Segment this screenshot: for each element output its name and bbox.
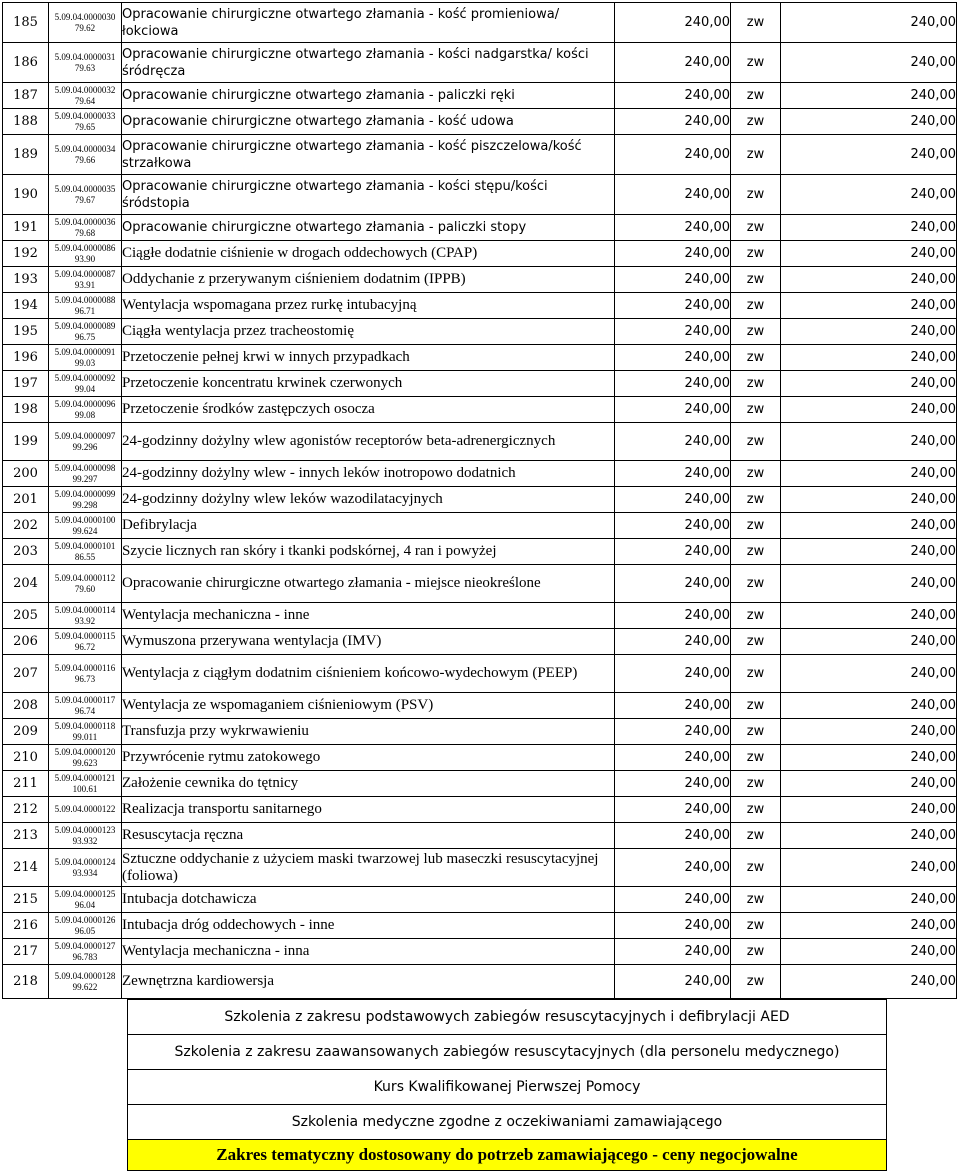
procedure-name: Wentylacja ze wspomaganiem ciśnieniowym (PSV) [122,693,615,719]
row-number: 202 [3,513,49,539]
vat-rate: zw [731,319,781,345]
net-price: 240,00 [615,655,731,693]
gross-price: 240,00 [781,267,957,293]
procedure-code: 5.09.04.0000101 86.55 [49,539,122,565]
procedure-code: 5.09.04.0000089 96.75 [49,319,122,345]
table-row [3,135,957,175]
vat-rate: zw [731,913,781,939]
vat-rate: zw [731,745,781,771]
procedure-code: 5.09.04.0000112 79.60 [49,565,122,603]
net-price: 240,00 [615,487,731,513]
vat-rate: zw [731,461,781,487]
row-number: 197 [3,371,49,397]
procedure-name: Opracowanie chirurgiczne otwartego złamania - paliczki ręki [122,83,615,109]
procedure-name: Opracowanie chirurgiczne otwartego złamania - miejsce nieokreślone [122,565,615,603]
table-row [3,241,957,267]
gross-price: 240,00 [781,797,957,823]
procedure-name: Opracowanie chirurgiczne otwartego złamania - kość udowa [122,109,615,135]
table-row [3,849,957,887]
training-item: Szkolenia medyczne zgodne z oczekiwaniami zamawiającego [128,1105,887,1140]
table-row [3,913,957,939]
row-number: 185 [3,3,49,43]
vat-rate: zw [731,771,781,797]
procedure-name: Opracowanie chirurgiczne otwartego złamania - kość promieniowa/ łokciowa [122,3,615,43]
gross-price: 240,00 [781,965,957,999]
procedure-code: 5.09.04.0000031 79.63 [49,43,122,83]
gross-price: 240,00 [781,461,957,487]
vat-rate: zw [731,849,781,887]
net-price: 240,00 [615,267,731,293]
row-number: 186 [3,43,49,83]
procedure-name: Opracowanie chirurgiczne otwartego złamania - kość piszczelowa/kość strzałkowa [122,135,615,175]
procedure-name: Opracowanie chirurgiczne otwartego złamania - kości stępu/kości śródstopia [122,175,615,215]
price-list-document [2,2,957,1171]
procedure-name: Opracowanie chirurgiczne otwartego złamania - paliczki stopy [122,215,615,241]
procedure-name: Resuscytacja ręczna [122,823,615,849]
procedure-code: 5.09.04.0000122 [49,797,122,823]
table-row [3,823,957,849]
procedure-code: 5.09.04.0000120 99.623 [49,745,122,771]
procedure-name: Transfuzja przy wykrwawieniu [122,719,615,745]
procedure-name: Wentylacja mechaniczna - inna [122,939,615,965]
table-row [3,319,957,345]
net-price: 240,00 [615,319,731,345]
table-row [3,513,957,539]
row-number: 212 [3,797,49,823]
procedure-code: 5.09.04.0000034 79.66 [49,135,122,175]
training-item: Kurs Kwalifikowanej Pierwszej Pomocy [128,1070,887,1105]
procedure-code: 5.09.04.0000125 96.04 [49,887,122,913]
gross-price: 240,00 [781,215,957,241]
net-price: 240,00 [615,513,731,539]
table-row [3,109,957,135]
gross-price: 240,00 [781,43,957,83]
procedure-name: Intubacja dróg oddechowych - inne [122,913,615,939]
gross-price: 240,00 [781,397,957,423]
vat-rate: zw [731,603,781,629]
procedure-code: 5.09.04.0000124 93.934 [49,849,122,887]
row-number: 193 [3,267,49,293]
procedure-name: Przetoczenie koncentratu krwinek czerwonych [122,371,615,397]
vat-rate: zw [731,175,781,215]
row-number: 188 [3,109,49,135]
vat-rate: zw [731,371,781,397]
table-row [3,693,957,719]
procedure-name: Wentylacja wspomagana przez rurkę intubacyjną [122,293,615,319]
procedure-code: 5.09.04.0000114 93.92 [49,603,122,629]
table-row [3,397,957,423]
row-number: 192 [3,241,49,267]
row-number: 209 [3,719,49,745]
procedure-code: 5.09.04.0000117 96.74 [49,693,122,719]
procedure-name: Ciągła wentylacja przez tracheostomię [122,319,615,345]
procedure-name: Realizacja transportu sanitarnego [122,797,615,823]
row-number: 210 [3,745,49,771]
procedure-code: 5.09.04.0000121 100.61 [49,771,122,797]
table-row [3,539,957,565]
table-row [3,371,957,397]
table-row [3,3,957,43]
vat-rate: zw [731,43,781,83]
table-row [3,771,957,797]
table-row [3,887,957,913]
vat-rate: zw [731,539,781,565]
vat-rate: zw [731,887,781,913]
row-number: 203 [3,539,49,565]
table-row [3,43,957,83]
procedure-name: Wentylacja z ciągłym dodatnim ciśnieniem końcowo-wydechowym (PEEP) [122,655,615,693]
gross-price: 240,00 [781,887,957,913]
procedure-name: Wentylacja mechaniczna - inne [122,603,615,629]
procedure-name: 24-godzinny dożylny wlew agonistów receptorów beta-adrenergicznych [122,423,615,461]
net-price: 240,00 [615,345,731,371]
procedure-code: 5.09.04.0000086 93.90 [49,241,122,267]
procedure-name: Zewnętrzna kardiowersja [122,965,615,999]
vat-rate: zw [731,241,781,267]
row-number: 191 [3,215,49,241]
net-price: 240,00 [615,293,731,319]
gross-price: 240,00 [781,913,957,939]
gross-price: 240,00 [781,83,957,109]
procedure-name: Opracowanie chirurgiczne otwartego złamania - kości nadgarstka/ kości śródręcza [122,43,615,83]
gross-price: 240,00 [781,423,957,461]
row-number: 200 [3,461,49,487]
procedure-code: 5.09.04.0000030 79.62 [49,3,122,43]
table-row [3,745,957,771]
vat-rate: zw [731,629,781,655]
vat-rate: zw [731,215,781,241]
table-row [3,939,957,965]
net-price: 240,00 [615,939,731,965]
table-row [3,293,957,319]
services-table-body [3,3,957,999]
net-price: 240,00 [615,461,731,487]
gross-price: 240,00 [781,655,957,693]
net-price: 240,00 [615,109,731,135]
vat-rate: zw [731,397,781,423]
row-number: 211 [3,771,49,797]
row-number: 205 [3,603,49,629]
procedure-code: 5.09.04.0000100 99.624 [49,513,122,539]
net-price: 240,00 [615,629,731,655]
net-price: 240,00 [615,887,731,913]
procedure-code: 5.09.04.0000126 96.05 [49,913,122,939]
gross-price: 240,00 [781,849,957,887]
net-price: 240,00 [615,565,731,603]
procedure-code: 5.09.04.0000033 79.65 [49,109,122,135]
table-row [3,423,957,461]
gross-price: 240,00 [781,513,957,539]
table-row [3,797,957,823]
training-item: Szkolenia z zakresu zaawansowanych zabiegów resuscytacyjnych (dla personelu medycznego) [128,1035,887,1070]
vat-rate: zw [731,693,781,719]
vat-rate: zw [731,513,781,539]
negotiable-prices-note: Zakres tematyczny dostosowany do potrzeb zamawiającego - ceny negocjowalne [128,1140,887,1171]
gross-price: 240,00 [781,241,957,267]
gross-price: 240,00 [781,603,957,629]
row-number: 187 [3,83,49,109]
net-price: 240,00 [615,745,731,771]
procedure-code: 5.09.04.0000035 79.67 [49,175,122,215]
gross-price: 240,00 [781,565,957,603]
table-row [3,215,957,241]
gross-price: 240,00 [781,3,957,43]
net-price: 240,00 [615,965,731,999]
procedure-name: Przetoczenie pełnej krwi w innych przypadkach [122,345,615,371]
net-price: 240,00 [615,175,731,215]
net-price: 240,00 [615,423,731,461]
procedure-code: 5.09.04.0000118 99.011 [49,719,122,745]
table-row [3,267,957,293]
net-price: 240,00 [615,135,731,175]
procedure-code: 5.09.04.0000127 96.783 [49,939,122,965]
net-price: 240,00 [615,43,731,83]
gross-price: 240,00 [781,939,957,965]
net-price: 240,00 [615,823,731,849]
net-price: 240,00 [615,849,731,887]
procedure-name: Defibrylacja [122,513,615,539]
vat-rate: zw [731,3,781,43]
vat-rate: zw [731,939,781,965]
row-number: 196 [3,345,49,371]
row-number: 213 [3,823,49,849]
net-price: 240,00 [615,83,731,109]
net-price: 240,00 [615,215,731,241]
procedure-code: 5.09.04.0000088 96.71 [49,293,122,319]
procedure-code: 5.09.04.0000115 96.72 [49,629,122,655]
procedure-code: 5.09.04.0000099 99.298 [49,487,122,513]
vat-rate: zw [731,267,781,293]
net-price: 240,00 [615,539,731,565]
gross-price: 240,00 [781,345,957,371]
vat-rate: zw [731,565,781,603]
table-row [3,487,957,513]
gross-price: 240,00 [781,719,957,745]
vat-rate: zw [731,655,781,693]
gross-price: 240,00 [781,771,957,797]
procedure-name: Szycie licznych ran skóry i tkanki podskórnej, 4 ran i powyżej [122,539,615,565]
net-price: 240,00 [615,241,731,267]
procedure-name: Przywrócenie rytmu zatokowego [122,745,615,771]
procedure-name: Przetoczenie środków zastępczych osocza [122,397,615,423]
net-price: 240,00 [615,693,731,719]
net-price: 240,00 [615,719,731,745]
procedure-code: 5.09.04.0000116 96.73 [49,655,122,693]
vat-rate: zw [731,965,781,999]
gross-price: 240,00 [781,175,957,215]
gross-price: 240,00 [781,693,957,719]
row-number: 201 [3,487,49,513]
row-number: 194 [3,293,49,319]
row-number: 215 [3,887,49,913]
row-number: 207 [3,655,49,693]
table-row [3,629,957,655]
row-number: 198 [3,397,49,423]
net-price: 240,00 [615,371,731,397]
procedure-name: Oddychanie z przerywanym ciśnieniem dodatnim (IPPB) [122,267,615,293]
procedure-code: 5.09.04.0000087 93.91 [49,267,122,293]
row-number: 218 [3,965,49,999]
gross-price: 240,00 [781,823,957,849]
procedure-code: 5.09.04.0000032 79.64 [49,83,122,109]
table-row [3,175,957,215]
training-item: Szkolenia z zakresu podstawowych zabiegów resuscytacyjnych i defibrylacji AED [128,1000,887,1035]
services-table [2,2,957,999]
gross-price: 240,00 [781,319,957,345]
net-price: 240,00 [615,797,731,823]
row-number: 206 [3,629,49,655]
table-row [3,719,957,745]
procedure-code: 5.09.04.0000123 93.932 [49,823,122,849]
net-price: 240,00 [615,3,731,43]
row-number: 189 [3,135,49,175]
gross-price: 240,00 [781,539,957,565]
row-number: 214 [3,849,49,887]
gross-price: 240,00 [781,371,957,397]
vat-rate: zw [731,83,781,109]
row-number: 208 [3,693,49,719]
procedure-code: 5.09.04.0000092 99.04 [49,371,122,397]
net-price: 240,00 [615,397,731,423]
procedure-name: Sztuczne oddychanie z użyciem maski twarzowej lub maseczki resuscytacyjnej (foliowa) [122,849,615,887]
vat-rate: zw [731,135,781,175]
vat-rate: zw [731,293,781,319]
procedure-name: Ciągłe dodatnie ciśnienie w drogach oddechowych (CPAP) [122,241,615,267]
net-price: 240,00 [615,771,731,797]
gross-price: 240,00 [781,487,957,513]
procedure-name: Intubacja dotchawicza [122,887,615,913]
table-row [3,965,957,999]
row-number: 190 [3,175,49,215]
table-row [3,83,957,109]
procedure-name: Wymuszona przerywana wentylacja (IMV) [122,629,615,655]
gross-price: 240,00 [781,293,957,319]
net-price: 240,00 [615,913,731,939]
table-row [3,565,957,603]
row-number: 217 [3,939,49,965]
vat-rate: zw [731,109,781,135]
row-number: 216 [3,913,49,939]
vat-rate: zw [731,345,781,371]
gross-price: 240,00 [781,109,957,135]
vat-rate: zw [731,487,781,513]
vat-rate: zw [731,423,781,461]
gross-price: 240,00 [781,135,957,175]
procedure-code: 5.09.04.0000098 99.297 [49,461,122,487]
vat-rate: zw [731,823,781,849]
procedure-code: 5.09.04.0000096 99.08 [49,397,122,423]
net-price: 240,00 [615,603,731,629]
row-number: 195 [3,319,49,345]
table-row [3,603,957,629]
table-row [3,655,957,693]
procedure-name: 24-godzinny dożylny wlew - innych leków inotropowo dodatnich [122,461,615,487]
table-row [3,461,957,487]
procedure-code: 5.09.04.0000128 99.622 [49,965,122,999]
table-row [3,345,957,371]
procedure-name: Założenie cewnika do tętnicy [122,771,615,797]
trainings-table [127,999,887,1171]
gross-price: 240,00 [781,745,957,771]
vat-rate: zw [731,719,781,745]
procedure-name: 24-godzinny dożylny wlew leków wazodilatacyjnych [122,487,615,513]
procedure-code: 5.09.04.0000036 79.68 [49,215,122,241]
gross-price: 240,00 [781,629,957,655]
row-number: 199 [3,423,49,461]
procedure-code: 5.09.04.0000097 99.296 [49,423,122,461]
row-number: 204 [3,565,49,603]
procedure-code: 5.09.04.0000091 99.03 [49,345,122,371]
vat-rate: zw [731,797,781,823]
